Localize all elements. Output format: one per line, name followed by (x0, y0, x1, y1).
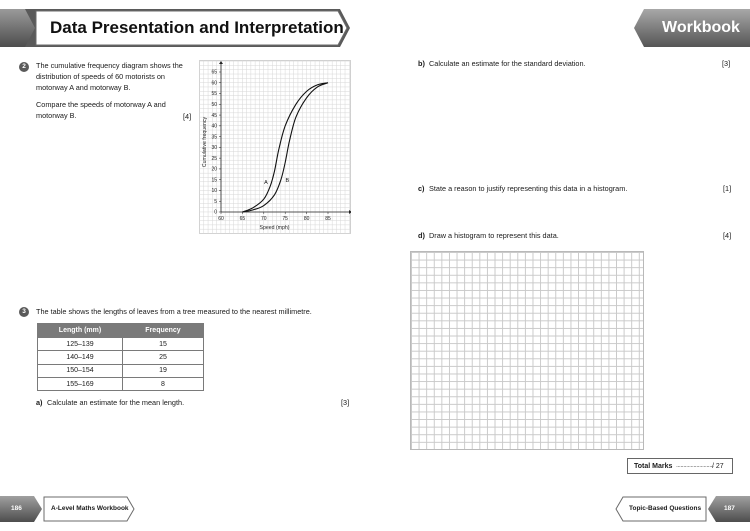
y-tick-label: 0 (214, 209, 217, 216)
cumulative-frequency-chart (199, 60, 351, 234)
part-a-text: Calculate an estimate for the mean length. (47, 398, 185, 407)
total-marks-value: / 27 (712, 463, 724, 470)
y-tick-label: 10 (211, 188, 217, 195)
part-d-text: Draw a histogram to represent this data. (429, 231, 559, 240)
footer-left-page-number: 186 (11, 505, 22, 512)
part-c-text: State a reason to justify representing this data in a histogram. (429, 184, 628, 193)
part-b-text: Calculate an estimate for the standard deviation. (429, 59, 586, 68)
part-a-marks: [3] (341, 398, 350, 407)
part-d-marks: [4] (723, 231, 732, 240)
x-tick-label: 65 (239, 216, 246, 222)
x-tick-label: 80 (303, 216, 310, 222)
y-tick-label: 25 (211, 155, 217, 162)
table-header-length: Length (mm) (38, 324, 123, 338)
question-2-instruction-line: motorway B. (36, 111, 77, 120)
part-b-label: b) (418, 59, 425, 68)
question-number-3: 3 (19, 307, 29, 317)
y-tick-label: 5 (214, 198, 217, 205)
series-label: B (285, 177, 290, 184)
y-tick-label: 55 (211, 91, 217, 98)
x-axis-label: Speed (mph) (259, 225, 290, 231)
question-2-line: The cumulative frequency diagram shows the (36, 61, 183, 70)
x-tick-label: 60 (218, 216, 224, 222)
part-d-label: d) (418, 231, 425, 240)
total-marks-dots: .......................... (676, 462, 714, 469)
chart-grid (200, 61, 351, 234)
question-2-instruction-line: Compare the speeds of motorway A and (36, 100, 166, 109)
page-title-banner (0, 9, 350, 47)
y-axis-label: Cumulative frequency (202, 116, 208, 168)
part-b-marks: [3] (722, 59, 731, 68)
footer-right-page-number: 187 (724, 505, 735, 512)
table-cell-frequency: 15 (123, 338, 204, 351)
table-cell-length: 155–169 (38, 377, 123, 390)
y-tick-label: 30 (211, 145, 217, 152)
total-marks-box (627, 458, 733, 474)
x-tick-label: 70 (261, 216, 267, 222)
footer-left-title: A-Level Maths Workbook (51, 505, 129, 512)
question-2-line: motorway A and motorway B. (36, 83, 131, 92)
part-c-label: c) (418, 184, 425, 193)
question-2-text (36, 60, 201, 121)
table-row (38, 377, 204, 390)
y-tick-label: 35 (211, 134, 217, 141)
part-a-label: a) (36, 398, 43, 407)
question-2-line: distribution of speeds of 60 motorists on (36, 72, 165, 81)
table-cell-frequency: 8 (123, 377, 204, 390)
y-tick-label: 15 (211, 177, 217, 184)
table-row (38, 351, 204, 364)
page-title: Data Presentation and Interpretation (50, 18, 344, 37)
histogram-answer-grid[interactable] (410, 251, 644, 450)
table-cell-length: 140–149 (38, 351, 123, 364)
question-2-marks: [4] (183, 112, 192, 121)
y-tick-label: 60 (211, 80, 217, 87)
table-cell-length: 125–139 (38, 338, 123, 351)
table-cell-length: 150–154 (38, 364, 123, 377)
table-row (38, 338, 204, 351)
table-cell-frequency: 19 (123, 364, 204, 377)
workbook-label: Workbook (662, 19, 740, 36)
total-marks-label: Total Marks (634, 463, 673, 470)
y-tick-label: 65 (211, 69, 217, 76)
table-header-frequency: Frequency (123, 324, 204, 338)
y-tick-label: 40 (211, 123, 217, 130)
y-tick-label: 50 (211, 102, 217, 109)
question-3-text: The table shows the lengths of leaves from a tree measured to the nearest millimetre. (36, 307, 312, 316)
table-cell-frequency: 25 (123, 351, 204, 364)
y-tick-label: 45 (211, 112, 217, 119)
table-row (38, 364, 204, 377)
workbook-tab (634, 9, 750, 47)
frequency-table (37, 323, 204, 391)
x-tick-label: 85 (325, 216, 331, 222)
question-number-2: 2 (19, 62, 29, 72)
part-c-marks: [1] (723, 184, 732, 193)
y-tick-label: 20 (211, 166, 217, 173)
series-label: A (264, 180, 268, 186)
footer-right-title: Topic-Based Questions (629, 505, 702, 512)
x-tick-label: 75 (282, 216, 288, 222)
